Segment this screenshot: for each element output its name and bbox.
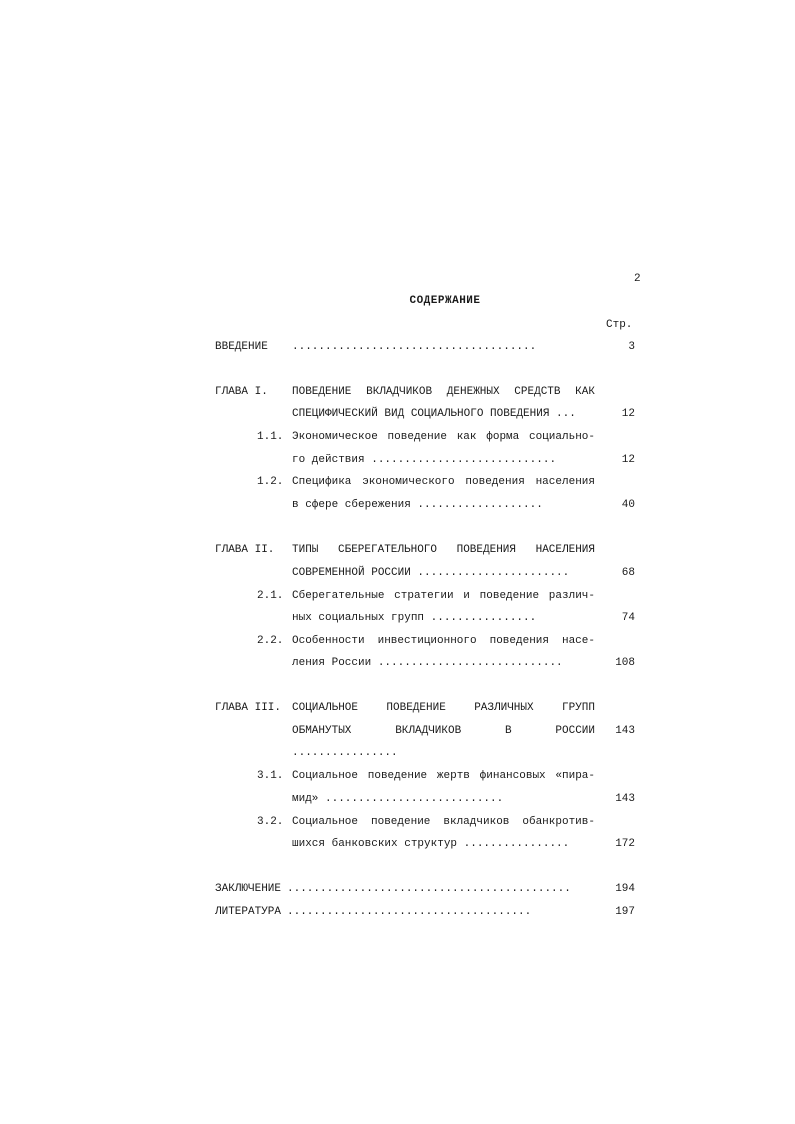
page-number: 2 [634,273,641,285]
section-3-1-line1: Социальное поведение жертв финансовых «пира- [292,770,595,782]
chapter-1-title-line1: ПОВЕДЕНИЕ ВКЛАДЧИКОВ ДЕНЕЖНЫХ СРЕДСТВ КАК [292,386,595,398]
section-2-2-number: 2.2. [257,635,284,647]
section-3-2-line2: шихся банковских структур ................ [292,838,570,850]
section-1-2-page: 40 [621,499,635,511]
section-1-2-line1: Специфика экономического поведения населения [292,476,595,488]
entry-intro-page: 3 [628,341,635,353]
entry-conclusion-leader: ........................................... [287,883,571,895]
section-1-2-number: 1.2. [257,476,284,488]
entry-intro-label: ВВЕДЕНИЕ [215,341,268,353]
section-2-2-page: 108 [615,657,635,669]
chapter-3-page: 143 [615,725,635,737]
chapter-2-page: 68 [621,567,635,579]
section-3-2-number: 3.2. [257,816,284,828]
section-3-1-number: 3.1. [257,770,284,782]
chapter-2-title-line2: СОВРЕМЕННОЙ РОССИИ ....................... [292,567,570,579]
section-3-2-page: 172 [615,838,635,850]
chapter-1-page: 12 [621,408,635,420]
chapter-3-title-line1: СОЦИАЛЬНОЕ ПОВЕДЕНИЕ РАЗЛИЧНЫХ ГРУПП [292,702,595,714]
chapter-2-title-line1: ТИПЫ СБЕРЕГАТЕЛЬНОГО ПОВЕДЕНИЯ НАСЕЛЕНИЯ [292,544,595,556]
entry-conclusion-label: ЗАКЛЮЧЕНИЕ [215,883,282,895]
chapter-3-leader: ................ [292,747,398,759]
section-2-1-line1: Сберегательные стратегии и поведение различ- [292,590,595,602]
chapter-3-label: ГЛАВА III. [215,702,282,714]
chapter-2-label: ГЛАВА II. [215,544,275,556]
chapter-3-title-line2: ОБМАНУТЫХ ВКЛАДЧИКОВ В РОССИИ [292,725,595,737]
section-2-1-number: 2.1. [257,590,284,602]
section-2-2-line2: ления России ............................ [292,657,563,669]
section-1-1-line2: го действия ............................ [292,454,557,466]
section-1-1-number: 1.1. [257,431,284,443]
chapter-1-title-line2: СПЕЦИФИЧЕСКИЙ ВИД СОЦИАЛЬНОГО ПОВЕДЕНИЯ ... [292,408,576,420]
section-3-1-line2: мид» ........................... [292,793,504,805]
section-2-2-line1: Особенности инвестиционного поведения насе- [292,635,595,647]
section-1-1-line1: Экономическое поведение как форма социально- [292,431,595,443]
entry-conclusion-page: 194 [615,883,635,895]
entry-literature-label: ЛИТЕРАТУРА [215,906,282,918]
section-1-2-line2: в сфере сбережения ................... [292,499,543,511]
section-2-1-page: 74 [621,612,635,624]
entry-intro-leader: ..................................... [292,341,537,353]
section-1-1-page: 12 [621,454,635,466]
toc-title: СОДЕРЖАНИЕ [409,295,481,307]
entry-literature-page: 197 [615,906,635,918]
section-2-1-line2: ных социальных групп ................ [292,612,537,624]
section-3-1-page: 143 [615,793,635,805]
section-3-2-line1: Социальное поведение вкладчиков обанкротив- [292,816,595,828]
page-column-label: Стр. [606,319,633,331]
entry-literature-leader: ..................................... [287,906,532,918]
chapter-1-label: ГЛАВА I. [215,386,268,398]
